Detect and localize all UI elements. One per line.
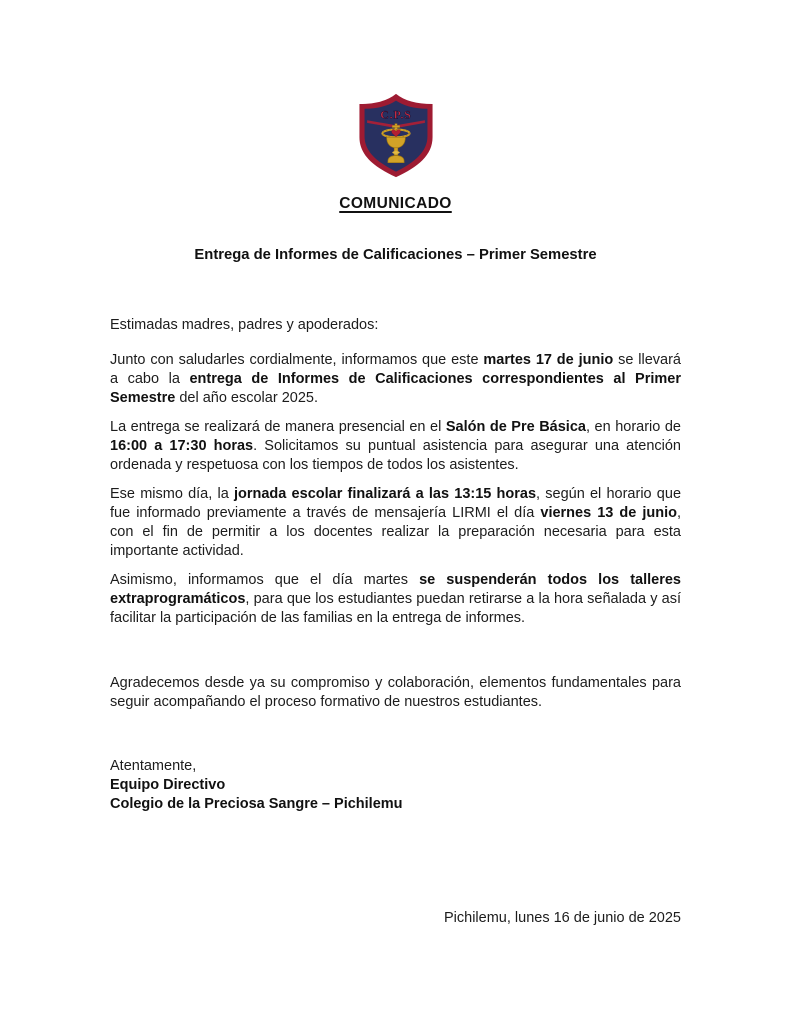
body-paragraph-4: Asimismo, informamos que el día martes se suspenderán todos los talleres extraprogramáticos, para que los estudiantes puedan retirarse a la hora señalada y así facilitar la participación de las familias en la entrega de informes. bbox=[110, 572, 681, 626]
valediction: Atentamente, bbox=[110, 758, 197, 774]
body-paragraph-1: Junto con saludarles cordialmente, informamos que este martes 17 de junio se llevará a cabo la entrega de Informes de Calificaciones correspondientes al Primer Semestre del año escolar 2025. bbox=[110, 352, 681, 406]
school-crest-logo bbox=[353, 93, 439, 178]
signature-block bbox=[110, 757, 681, 814]
body-paragraph-3: Ese mismo día, la jornada escolar finalizará a las 13:15 horas, según el horario que fue informado previamente a través de mensajería LIRMI el día viernes 13 de junio, con el fin de permitir a los docentes realizar la preparación necesaria para esta importante actividad. bbox=[110, 486, 682, 559]
institution-name: Colegio de la Preciosa Sangre – Pichilemu bbox=[110, 796, 403, 812]
subject-title: Entrega de Informes de Calificaciones – Primer Semestre bbox=[194, 247, 597, 263]
comunicado-heading-text: COMUNICADO bbox=[339, 195, 452, 212]
comunicado-heading bbox=[110, 194, 681, 213]
crest-initials: C.P.S bbox=[379, 107, 412, 122]
signer-name: Equipo Directivo bbox=[110, 777, 226, 793]
body-paragraph-5: Agradecemos desde ya su compromiso y colaboración, elementos fundamentales para seguir acompañando el proceso formativo de nuestros estudiantes. bbox=[110, 675, 681, 710]
logo-container bbox=[0, 0, 791, 178]
document-body bbox=[0, 194, 791, 928]
salutation: Estimadas madres, padres y apoderados: bbox=[110, 317, 379, 333]
body-paragraph-2: La entrega se realizará de manera presencial en el Salón de Pre Básica, en horario de 16:00 a 17:30 horas. Solicitamos su puntual asistencia para asegurar una atención ordenada y respetuosa con los tiempos de todos los asistentes. bbox=[110, 419, 681, 473]
dateline: Pichilemu, lunes 16 de junio de 2025 bbox=[444, 910, 681, 926]
